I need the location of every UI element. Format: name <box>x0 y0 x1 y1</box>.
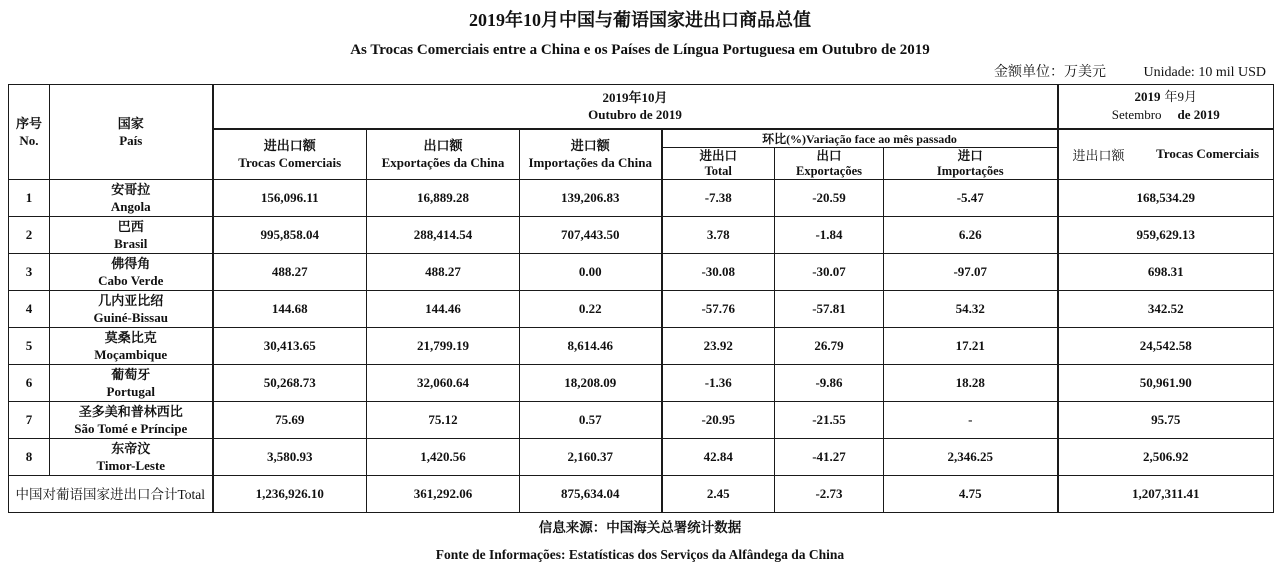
mom-total-cell: -20.95 <box>662 402 775 439</box>
trocas-cell: 50,268.73 <box>213 365 367 402</box>
country-cell <box>50 291 213 328</box>
export-cell: 16,889.28 <box>367 180 520 217</box>
mom-import-cell: 54.32 <box>884 291 1058 328</box>
trocas-cell: 75.69 <box>213 402 367 439</box>
total-section <box>9 476 1274 513</box>
country-name-pt: Angola <box>110 199 151 214</box>
mom-total-cell: 3.78 <box>662 217 775 254</box>
header-trocas-comerciais: 进出口额 Trocas Comerciais <box>213 129 367 180</box>
total-export-cell: 361,292.06 <box>367 476 520 513</box>
row-number-cell: 8 <box>9 439 50 476</box>
trocas-cell: 995,858.04 <box>213 217 367 254</box>
row-number-cell: 5 <box>9 328 50 365</box>
table-row <box>9 365 1274 402</box>
header-no: 序号 No. <box>9 85 50 180</box>
trocas-cell: 30,413.65 <box>213 328 367 365</box>
sep-trocas-cell: 95.75 <box>1058 402 1274 439</box>
table-row <box>9 439 1274 476</box>
header-sep-trocas: 进出口额 Trocas Comerciais <box>1058 129 1274 180</box>
mom-total-cell: -1.36 <box>662 365 775 402</box>
mom-export-cell: -57.81 <box>775 291 884 328</box>
table-row <box>9 254 1274 291</box>
header-mom-total: 进出口 Total <box>662 148 775 180</box>
header-october-2019: 2019年10月 Outubro de 2019 <box>213 85 1058 129</box>
header-importacoes: 进口额 Importações da China <box>520 129 662 180</box>
sep-trocas-cell: 959,629.13 <box>1058 217 1274 254</box>
mom-import-cell: -97.07 <box>884 254 1058 291</box>
total-import-cell: 875,634.04 <box>520 476 662 513</box>
row-number-cell: 3 <box>9 254 50 291</box>
country-cell <box>50 439 213 476</box>
country-cell <box>50 328 213 365</box>
export-cell: 75.12 <box>367 402 520 439</box>
country-name-zh: 安哥拉 <box>111 182 151 197</box>
country-name-zh: 巴西 <box>117 219 144 234</box>
unit-label-zh: 金额单位：万美元 <box>994 65 1106 80</box>
mom-total-cell: -57.76 <box>662 291 775 328</box>
mom-total-cell: 42.84 <box>662 439 775 476</box>
mom-export-cell: 26.79 <box>775 328 884 365</box>
trocas-cell: 3,580.93 <box>213 439 367 476</box>
country-name-pt: Moçambique <box>94 347 168 362</box>
header-exportacoes: 出口额 Exportações da China <box>367 129 520 180</box>
country-name-pt: Guiné-Bissau <box>93 310 168 325</box>
import-cell: 707,443.50 <box>520 217 662 254</box>
unit-line <box>0 64 1280 82</box>
footer-source-pt: Fonte de Informações: Estatísticas dos Serviços da Alfândega da China <box>435 547 845 562</box>
total-trocas-cell: 1,236,926.10 <box>213 476 367 513</box>
country-cell <box>50 217 213 254</box>
mom-import-cell: -5.47 <box>884 180 1058 217</box>
import-cell: 0.57 <box>520 402 662 439</box>
mom-total-cell: -30.08 <box>662 254 775 291</box>
sep-trocas-cell: 168,534.29 <box>1058 180 1274 217</box>
trocas-cell: 156,096.11 <box>213 180 367 217</box>
mom-total-cell: 23.92 <box>662 328 775 365</box>
country-name-zh: 东帝汶 <box>111 441 151 456</box>
header-september-2019: 2019 年9月 Setembro de 2019 <box>1058 85 1274 129</box>
page-title: 2019年10月中国与葡语国家进出口商品总值 <box>469 10 811 30</box>
mom-import-cell: 17.21 <box>884 328 1058 365</box>
sep-trocas-cell: 2,506.92 <box>1058 439 1274 476</box>
country-name-zh: 圣多美和普林西比 <box>78 404 183 419</box>
mom-import-cell: 18.28 <box>884 365 1058 402</box>
mom-total-cell: -7.38 <box>662 180 775 217</box>
export-cell: 32,060.64 <box>367 365 520 402</box>
header-country: 国家 País <box>50 85 213 180</box>
footer-source-zh: 信息来源：中国海关总署统计数据 <box>538 520 742 535</box>
mom-export-cell: -9.86 <box>775 365 884 402</box>
sep-trocas-cell: 342.52 <box>1058 291 1274 328</box>
total-mom-total-cell: 2.45 <box>662 476 775 513</box>
country-name-zh: 佛得角 <box>111 256 151 271</box>
table-row <box>9 217 1274 254</box>
mom-export-cell: -21.55 <box>775 402 884 439</box>
header-mom-import: 进口 Importações <box>884 148 1058 180</box>
trocas-cell: 144.68 <box>213 291 367 328</box>
row-number-cell: 6 <box>9 365 50 402</box>
header-mom-variation: 环比(%)Variação face ao mês passado <box>662 129 1058 148</box>
sep-trocas-cell: 50,961.90 <box>1058 365 1274 402</box>
sep-trocas-cell: 24,542.58 <box>1058 328 1274 365</box>
export-cell: 1,420.56 <box>367 439 520 476</box>
row-number-cell: 7 <box>9 402 50 439</box>
import-cell: 0.00 <box>520 254 662 291</box>
export-cell: 288,414.54 <box>367 217 520 254</box>
header-row-months <box>9 85 1274 129</box>
table-row <box>9 291 1274 328</box>
mom-export-cell: -1.84 <box>775 217 884 254</box>
total-mom-export-cell: -2.73 <box>775 476 884 513</box>
import-cell: 0.22 <box>520 291 662 328</box>
row-number-cell: 2 <box>9 217 50 254</box>
country-name-pt: Timor-Leste <box>96 458 166 473</box>
table-row <box>9 402 1274 439</box>
export-cell: 21,799.19 <box>367 328 520 365</box>
country-name-zh: 莫桑比克 <box>104 330 157 345</box>
country-name-zh: 葡萄牙 <box>111 367 151 382</box>
import-cell: 2,160.37 <box>520 439 662 476</box>
total-sep-trocas-cell: 1,207,311.41 <box>1058 476 1274 513</box>
mom-export-cell: -20.59 <box>775 180 884 217</box>
footer <box>0 520 1280 563</box>
country-cell <box>50 254 213 291</box>
country-rows <box>9 180 1274 476</box>
table-row <box>9 180 1274 217</box>
mom-export-cell: -30.07 <box>775 254 884 291</box>
mom-import-cell: - <box>884 402 1058 439</box>
country-cell <box>50 365 213 402</box>
import-cell: 139,206.83 <box>520 180 662 217</box>
country-name-pt: Portugal <box>106 384 155 399</box>
total-label-cell: 中国对葡语国家进出口合计Total <box>9 476 213 513</box>
country-name-pt: Brasil <box>114 236 148 251</box>
sep-trocas-cell: 698.31 <box>1058 254 1274 291</box>
total-mom-import-cell: 4.75 <box>884 476 1058 513</box>
header-mom-export: 出口 Exportações <box>775 148 884 180</box>
total-row <box>9 476 1274 513</box>
country-name-pt: São Tomé e Príncipe <box>74 421 188 436</box>
export-cell: 488.27 <box>367 254 520 291</box>
trocas-cell: 488.27 <box>213 254 367 291</box>
unit-label-pt: Unidade: 10 mil USD <box>1143 65 1266 80</box>
import-cell: 8,614.46 <box>520 328 662 365</box>
import-cell: 18,208.09 <box>520 365 662 402</box>
country-cell <box>50 180 213 217</box>
table-row <box>9 328 1274 365</box>
row-number-cell: 1 <box>9 180 50 217</box>
trade-table <box>8 84 1274 513</box>
mom-export-cell: -41.27 <box>775 439 884 476</box>
country-cell <box>50 402 213 439</box>
country-name-pt: Cabo Verde <box>98 273 164 288</box>
mom-import-cell: 6.26 <box>884 217 1058 254</box>
row-number-cell: 4 <box>9 291 50 328</box>
export-cell: 144.46 <box>367 291 520 328</box>
mom-import-cell: 2,346.25 <box>884 439 1058 476</box>
page-subtitle: As Trocas Comerciais entre a China e os Países de Língua Portuguesa em Outubro de 2019 <box>350 42 930 58</box>
country-name-zh: 几内亚比绍 <box>98 293 164 308</box>
